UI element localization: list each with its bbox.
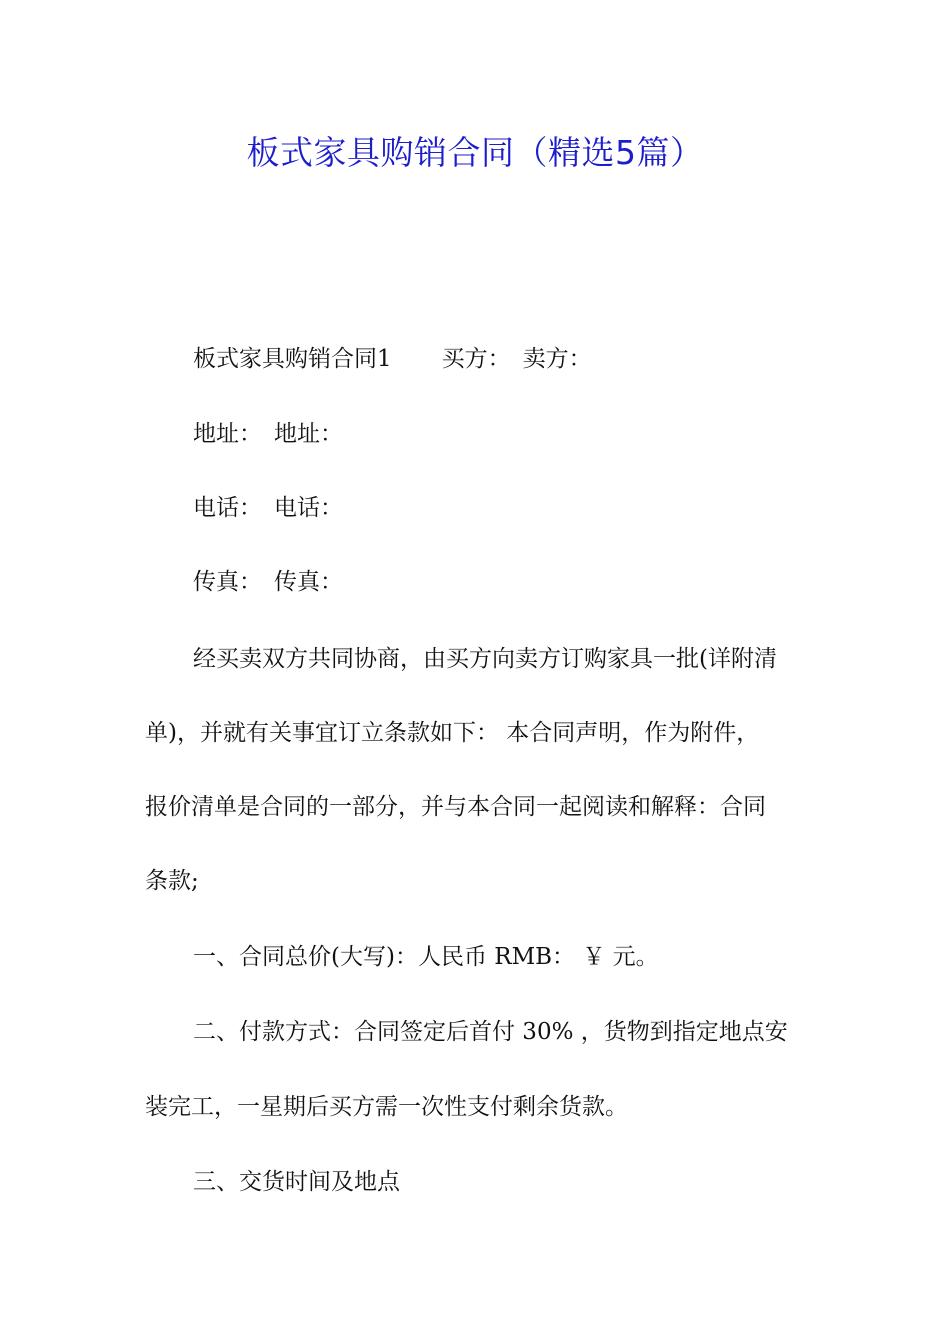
seller-label: 卖方： xyxy=(522,346,592,372)
intro-line: 报价清单是合同的一部分，并与本合同一起阅读和解释：合同 xyxy=(145,794,766,820)
seller-fax-label: 传真： xyxy=(274,569,343,595)
document-title: 板式家具购销合同（精选5篇） xyxy=(246,133,704,172)
parties-line xyxy=(193,343,592,375)
intro-line: 经买卖双方共同协商，由买方向卖方订购家具一批(详附清 xyxy=(193,646,777,672)
buyer-phone-label: 电话： xyxy=(193,495,262,521)
intro-line: 单)，并就有关事宜订立条款如下： 本合同声明，作为附件， xyxy=(145,720,760,746)
clause-payment-line: 二、付款方式：合同签定后首付 30% ，货物到指定地点安 xyxy=(193,1019,788,1045)
address-line xyxy=(193,418,343,450)
seller-phone-label: 电话： xyxy=(274,495,343,521)
buyer-label: 买方： xyxy=(441,346,511,372)
contract-name: 板式家具购销合同1 xyxy=(193,346,392,372)
fax-line xyxy=(193,566,343,598)
buyer-fax-label: 传真： xyxy=(193,569,262,595)
phone-line xyxy=(193,492,343,524)
clause-payment-line: 装完工，一星期后买方需一次性支付剩余货款。 xyxy=(145,1094,628,1120)
buyer-address-label: 地址： xyxy=(193,421,262,447)
clause-total-price: 一、合同总价(大写)：人民币 RMB： ￥ 元。 xyxy=(193,944,659,970)
clause-delivery: 三、交货时间及地点 xyxy=(193,1169,400,1195)
seller-address-label: 地址： xyxy=(274,421,343,447)
intro-line: 条款; xyxy=(145,868,199,894)
